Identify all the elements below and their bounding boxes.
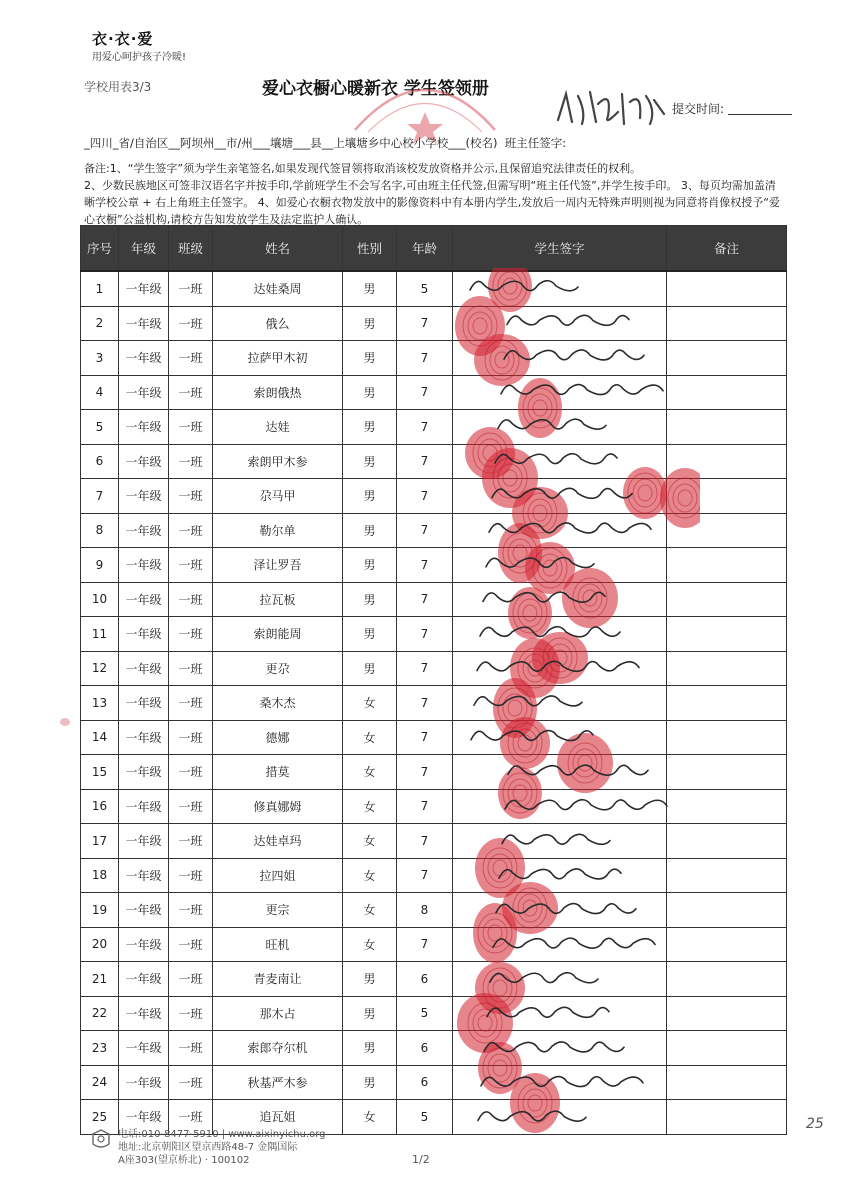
column-header: 序号	[81, 226, 119, 272]
footer-phone: 电话:010-8477-5910 | www.aixinyichu.org	[118, 1129, 326, 1140]
cell-age: 8	[397, 893, 453, 928]
prefecture-value: 阿坝州	[179, 136, 215, 150]
cell-no: 22	[81, 996, 119, 1031]
cell-gender: 男	[343, 306, 397, 341]
cell-class: 一班	[169, 548, 213, 583]
cell-grade: 一年级	[119, 375, 169, 410]
remark-cell[interactable]	[667, 410, 787, 445]
cell-no: 2	[81, 306, 119, 341]
table-row	[81, 686, 787, 721]
cell-class: 一班	[169, 651, 213, 686]
table-row	[81, 720, 787, 755]
page-number: 1/2	[412, 1153, 430, 1166]
cell-grade: 一年级	[119, 858, 169, 893]
remark-cell[interactable]	[667, 617, 787, 652]
cell-name: 旺机	[213, 927, 343, 962]
cell-gender: 男	[343, 617, 397, 652]
table-row	[81, 996, 787, 1031]
brand-logo: 衣·衣·爱	[92, 30, 154, 48]
cell-gender: 男	[343, 513, 397, 548]
cell-age: 7	[397, 479, 453, 514]
cell-name: 德娜	[213, 720, 343, 755]
table-row	[81, 410, 787, 445]
cell-age: 7	[397, 548, 453, 583]
student-signature-cell[interactable]	[453, 1031, 667, 1066]
cell-no: 9	[81, 548, 119, 583]
cell-grade: 一年级	[119, 306, 169, 341]
table-row	[81, 582, 787, 617]
charity-logo-icon	[90, 1128, 112, 1150]
cell-grade: 一年级	[119, 582, 169, 617]
student-signature-cell[interactable]	[453, 996, 667, 1031]
cell-name: 泽让罗吾	[213, 548, 343, 583]
cell-age: 7	[397, 444, 453, 479]
student-signature-cell[interactable]	[453, 755, 667, 790]
cell-no: 13	[81, 686, 119, 721]
cell-gender: 女	[343, 893, 397, 928]
column-header: 备注	[667, 226, 787, 272]
cell-name: 措莫	[213, 755, 343, 790]
student-signature-cell[interactable]	[453, 720, 667, 755]
remark-cell[interactable]	[667, 824, 787, 859]
column-header: 性别	[343, 226, 397, 272]
cell-name: 秋基严木参	[213, 1065, 343, 1100]
cell-name: 达娃卓玛	[213, 824, 343, 859]
cell-gender: 女	[343, 927, 397, 962]
cell-age: 7	[397, 824, 453, 859]
cell-name: 追瓦姐	[213, 1100, 343, 1135]
cell-class: 一班	[169, 824, 213, 859]
student-signature-cell[interactable]	[453, 548, 667, 583]
remark-cell[interactable]	[667, 893, 787, 928]
student-signature-cell[interactable]	[453, 617, 667, 652]
cell-grade: 一年级	[119, 720, 169, 755]
table-row	[81, 548, 787, 583]
cell-class: 一班	[169, 1100, 213, 1135]
note-line: 2、少数民族地区可签非汉语名字并按手印,学前班学生不会写名字,可由班主任代签,但需写明“班主任代签”,并学生按手印。 3、每页均需加盖清晰学校公章 + 右上角班主任签字。 4、如爱心衣橱衣物发放中的影像资料中有本册内学生,发放后一周内无特殊声明则视为同意将肖像权授予“爱心衣橱”公益机构,请校方告知发放学生及法定监护人确认。	[84, 179, 780, 226]
cell-age: 5	[397, 1100, 453, 1135]
cell-gender: 男	[343, 1031, 397, 1066]
cell-no: 16	[81, 789, 119, 824]
cell-grade: 一年级	[119, 996, 169, 1031]
cell-age: 7	[397, 341, 453, 376]
cell-no: 1	[81, 271, 119, 306]
cell-no: 21	[81, 962, 119, 997]
teacher-signature-label: 班主任签字:	[504, 136, 567, 150]
cell-name: 俄么	[213, 306, 343, 341]
student-signature-cell[interactable]	[453, 789, 667, 824]
remark-cell[interactable]	[667, 1100, 787, 1135]
student-signature-cell[interactable]	[453, 444, 667, 479]
county-value: 壤塘	[270, 136, 293, 150]
cell-age: 7	[397, 513, 453, 548]
cell-gender: 男	[343, 548, 397, 583]
cell-age: 5	[397, 271, 453, 306]
cell-age: 5	[397, 996, 453, 1031]
student-signature-cell[interactable]	[453, 410, 667, 445]
cell-class: 一班	[169, 686, 213, 721]
region-line: _四川_省/自治区__阿坝州__市/州___壤塘___县__上壤塘乡中心校小学校___(校名) 班主任签字:	[84, 136, 567, 150]
cell-name: 青麦南让	[213, 962, 343, 997]
cell-no: 24	[81, 1065, 119, 1100]
cell-gender: 男	[343, 375, 397, 410]
cell-age: 7	[397, 927, 453, 962]
cell-no: 25	[81, 1100, 119, 1135]
table-row	[81, 271, 787, 306]
student-signature-cell[interactable]	[453, 306, 667, 341]
cell-grade: 一年级	[119, 479, 169, 514]
cell-class: 一班	[169, 375, 213, 410]
table-row	[81, 927, 787, 962]
cell-no: 15	[81, 755, 119, 790]
cell-no: 4	[81, 375, 119, 410]
cell-class: 一班	[169, 341, 213, 376]
cell-age: 6	[397, 962, 453, 997]
remark-cell[interactable]	[667, 271, 787, 306]
cell-no: 7	[81, 479, 119, 514]
cell-no: 11	[81, 617, 119, 652]
cell-age: 7	[397, 858, 453, 893]
cell-name: 索朗能周	[213, 617, 343, 652]
cell-class: 一班	[169, 1065, 213, 1100]
student-signature-cell[interactable]	[453, 962, 667, 997]
remark-cell[interactable]	[667, 479, 787, 514]
cell-gender: 女	[343, 720, 397, 755]
cell-name: 那木占	[213, 996, 343, 1031]
cell-gender: 男	[343, 1065, 397, 1100]
student-signature-cell[interactable]	[453, 479, 667, 514]
table-row	[81, 375, 787, 410]
remark-cell[interactable]	[667, 444, 787, 479]
table-row	[81, 824, 787, 859]
cell-age: 7	[397, 651, 453, 686]
cell-grade: 一年级	[119, 893, 169, 928]
cell-name: 索朗甲木参	[213, 444, 343, 479]
cell-grade: 一年级	[119, 1031, 169, 1066]
cell-class: 一班	[169, 720, 213, 755]
school-value: 上壤塘乡中心校小学校	[333, 136, 449, 150]
submit-time-label: 提交时间:	[672, 102, 725, 116]
cell-class: 一班	[169, 582, 213, 617]
remark-cell[interactable]	[667, 858, 787, 893]
table-row	[81, 858, 787, 893]
cell-grade: 一年级	[119, 686, 169, 721]
cell-class: 一班	[169, 755, 213, 790]
province-suffix: 省/自治区	[118, 136, 169, 150]
form-number: 学校用表3/3	[84, 80, 152, 94]
student-signature-cell[interactable]	[453, 271, 667, 306]
remark-cell[interactable]	[667, 375, 787, 410]
column-header: 年级	[119, 226, 169, 272]
cell-gender: 男	[343, 479, 397, 514]
cell-gender: 男	[343, 962, 397, 997]
cell-age: 7	[397, 686, 453, 721]
cell-age: 7	[397, 306, 453, 341]
remark-cell[interactable]	[667, 962, 787, 997]
cell-age: 7	[397, 789, 453, 824]
footer-address-2: A座303(望京桥北) · 100102	[118, 1155, 250, 1166]
cell-class: 一班	[169, 513, 213, 548]
cell-no: 8	[81, 513, 119, 548]
cell-no: 10	[81, 582, 119, 617]
cell-grade: 一年级	[119, 617, 169, 652]
cell-name: 拉萨甲木初	[213, 341, 343, 376]
student-signature-cell[interactable]	[453, 651, 667, 686]
table-row	[81, 444, 787, 479]
cell-no: 6	[81, 444, 119, 479]
remark-cell[interactable]	[667, 306, 787, 341]
page-title: 爱心衣橱心暖新衣 学生签领册	[262, 79, 489, 99]
cell-class: 一班	[169, 962, 213, 997]
cell-age: 7	[397, 617, 453, 652]
submit-time-field[interactable]	[728, 114, 792, 115]
remark-cell[interactable]	[667, 341, 787, 376]
cell-grade: 一年级	[119, 341, 169, 376]
cell-gender: 男	[343, 341, 397, 376]
table-header-row	[81, 226, 787, 272]
cell-class: 一班	[169, 789, 213, 824]
cell-grade: 一年级	[119, 1065, 169, 1100]
remark-cell[interactable]	[667, 755, 787, 790]
cell-age: 6	[397, 1031, 453, 1066]
cell-class: 一班	[169, 893, 213, 928]
remark-cell[interactable]	[667, 1065, 787, 1100]
cell-name: 索朗俄热	[213, 375, 343, 410]
remark-cell[interactable]	[667, 582, 787, 617]
ink-smudge	[60, 718, 70, 726]
cell-gender: 女	[343, 858, 397, 893]
cell-gender: 男	[343, 651, 397, 686]
student-signature-cell[interactable]	[453, 1100, 667, 1135]
cell-name: 达娃桑周	[213, 271, 343, 306]
table-row	[81, 962, 787, 997]
cell-class: 一班	[169, 444, 213, 479]
table-row	[81, 789, 787, 824]
column-header: 班级	[169, 226, 213, 272]
notes-block	[84, 160, 784, 228]
cell-age: 7	[397, 582, 453, 617]
cell-no: 5	[81, 410, 119, 445]
column-header: 年龄	[397, 226, 453, 272]
cell-name: 更尕	[213, 651, 343, 686]
cell-name: 修真娜姆	[213, 789, 343, 824]
cell-name: 尕马甲	[213, 479, 343, 514]
cell-name: 索郎夺尔机	[213, 1031, 343, 1066]
cell-name: 桑木杰	[213, 686, 343, 721]
cell-class: 一班	[169, 306, 213, 341]
column-header: 学生签字	[453, 226, 667, 272]
cell-no: 17	[81, 824, 119, 859]
table-row	[81, 1031, 787, 1066]
student-signature-cell[interactable]	[453, 927, 667, 962]
student-signature-cell[interactable]	[453, 686, 667, 721]
prefecture-suffix: 市/州	[225, 136, 253, 150]
student-signature-cell[interactable]	[453, 1065, 667, 1100]
cell-grade: 一年级	[119, 444, 169, 479]
table-row	[81, 617, 787, 652]
remark-cell[interactable]	[667, 720, 787, 755]
table-row	[81, 306, 787, 341]
cell-gender: 男	[343, 444, 397, 479]
table-row	[81, 893, 787, 928]
student-signature-cell[interactable]	[453, 893, 667, 928]
student-signature-cell[interactable]	[453, 858, 667, 893]
cell-name: 拉瓦板	[213, 582, 343, 617]
cell-grade: 一年级	[119, 1100, 169, 1135]
cell-gender: 男	[343, 410, 397, 445]
cell-grade: 一年级	[119, 789, 169, 824]
cell-grade: 一年级	[119, 410, 169, 445]
table-row	[81, 479, 787, 514]
remark-cell[interactable]	[667, 548, 787, 583]
cell-age: 7	[397, 410, 453, 445]
cell-gender: 女	[343, 789, 397, 824]
cell-gender: 女	[343, 824, 397, 859]
table-row	[81, 513, 787, 548]
cell-name: 勒尔单	[213, 513, 343, 548]
cell-no: 14	[81, 720, 119, 755]
cell-no: 19	[81, 893, 119, 928]
table-row	[81, 341, 787, 376]
student-signature-cell[interactable]	[453, 513, 667, 548]
cell-no: 18	[81, 858, 119, 893]
cell-gender: 女	[343, 686, 397, 721]
cell-grade: 一年级	[119, 271, 169, 306]
student-signature-cell[interactable]	[453, 341, 667, 376]
footer-contact	[118, 1128, 326, 1167]
cell-class: 一班	[169, 1031, 213, 1066]
province-value: 四川	[89, 136, 113, 150]
column-header: 姓名	[213, 226, 343, 272]
margin-handwritten-note: 25	[806, 1116, 824, 1132]
teacher-signature-scribble	[552, 82, 668, 132]
student-signature-cell[interactable]	[453, 824, 667, 859]
cell-class: 一班	[169, 479, 213, 514]
cell-gender: 男	[343, 271, 397, 306]
cell-class: 一班	[169, 271, 213, 306]
remark-cell[interactable]	[667, 927, 787, 962]
cell-age: 7	[397, 755, 453, 790]
remark-cell[interactable]	[667, 686, 787, 721]
cell-grade: 一年级	[119, 548, 169, 583]
cell-no: 12	[81, 651, 119, 686]
cell-age: 6	[397, 1065, 453, 1100]
cell-class: 一班	[169, 617, 213, 652]
table-row	[81, 1065, 787, 1100]
cell-name: 达娃	[213, 410, 343, 445]
remark-cell[interactable]	[667, 1031, 787, 1066]
cell-grade: 一年级	[119, 651, 169, 686]
cell-gender: 男	[343, 582, 397, 617]
remark-cell[interactable]	[667, 651, 787, 686]
cell-name: 更宗	[213, 893, 343, 928]
county-suffix: 县	[310, 136, 322, 150]
cell-grade: 一年级	[119, 824, 169, 859]
cell-grade: 一年级	[119, 927, 169, 962]
student-signature-cell[interactable]	[453, 582, 667, 617]
cell-no: 20	[81, 927, 119, 962]
brand-slogan: 用爱心呵护孩子冷暖!	[92, 52, 187, 63]
cell-class: 一班	[169, 927, 213, 962]
cell-gender: 女	[343, 755, 397, 790]
signature-table	[80, 225, 787, 1135]
remark-cell[interactable]	[667, 789, 787, 824]
school-suffix: (校名)	[465, 136, 498, 150]
cell-class: 一班	[169, 996, 213, 1031]
cell-name: 拉四姐	[213, 858, 343, 893]
remark-cell[interactable]	[667, 513, 787, 548]
cell-grade: 一年级	[119, 962, 169, 997]
table-row	[81, 755, 787, 790]
cell-class: 一班	[169, 858, 213, 893]
table-row	[81, 651, 787, 686]
cell-grade: 一年级	[119, 755, 169, 790]
cell-gender: 女	[343, 1100, 397, 1135]
cell-class: 一班	[169, 410, 213, 445]
cell-grade: 一年级	[119, 513, 169, 548]
cell-gender: 男	[343, 996, 397, 1031]
footer-address: 地址:北京朝阳区望京西路48-7 金隅国际	[118, 1142, 298, 1153]
cell-no: 3	[81, 341, 119, 376]
note-line: 备注:1、“学生签字”须为学生亲笔签名,如果发现代签冒领将取消该校发放资格并公示,且保留追究法律责任的权利。	[84, 162, 642, 175]
cell-age: 7	[397, 720, 453, 755]
cell-age: 7	[397, 375, 453, 410]
remark-cell[interactable]	[667, 996, 787, 1031]
cell-no: 23	[81, 1031, 119, 1066]
student-signature-cell[interactable]	[453, 375, 667, 410]
